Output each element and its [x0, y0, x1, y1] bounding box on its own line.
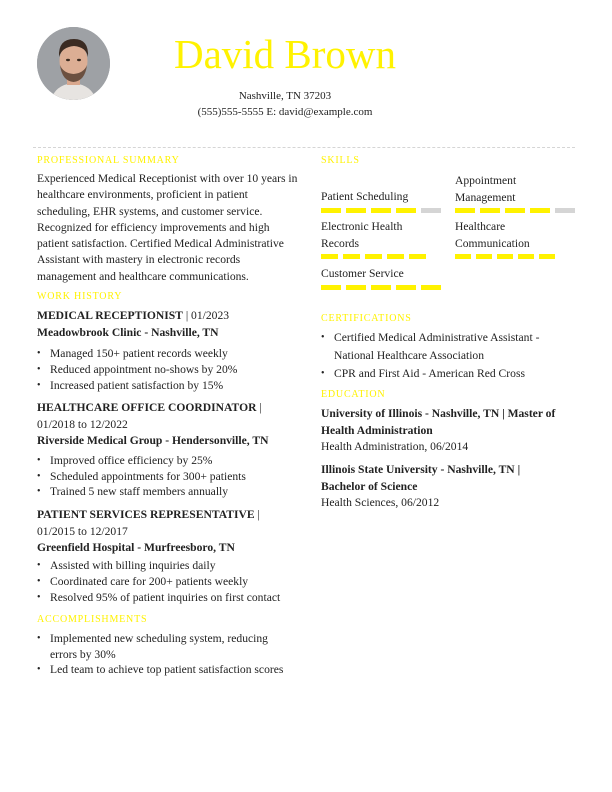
- skill-item: [455, 219, 555, 259]
- job-date: 01/2023: [191, 309, 230, 323]
- list-item: • Managed 150+ patient records weekly: [37, 346, 299, 362]
- job-title: MEDICAL RECEPTIONIST | 01/2023: [37, 309, 230, 323]
- education-school: University of Illinois - Nashville, TN | Master of Health Administration: [321, 407, 556, 437]
- left-column: [37, 154, 299, 678]
- contact-phone-email: (555)555-5555 E: david@example.com: [197, 106, 373, 118]
- job-entry: [37, 507, 299, 606]
- skill-label: Patient Scheduling: [321, 190, 409, 203]
- skill-item: [321, 189, 441, 213]
- skill-label: Healthcare Communication: [455, 220, 530, 250]
- skill-rating: [455, 208, 575, 213]
- candidate-name: David Brown: [173, 31, 397, 77]
- education-detail: Health Sciences, 06/2012: [321, 496, 440, 510]
- education-school: Illinois State University - Nashville, TN | Bachelor of Science: [321, 463, 521, 493]
- accomplishments-list: [37, 631, 292, 678]
- accomplishments-heading: ACCOMPLISHMENTS: [37, 613, 148, 625]
- right-column: [321, 154, 581, 512]
- education-entry: [321, 406, 576, 455]
- skill-label: Appointment Management: [455, 174, 517, 204]
- contact-address: Nashville, TN 37203: [238, 90, 332, 102]
- job-entry: [37, 308, 299, 393]
- skill-item: [321, 266, 446, 290]
- skills-heading: SKILLS: [321, 155, 360, 166]
- skill-rating: [321, 208, 441, 213]
- list-item: • CPR and First Aid - American Red Cross: [321, 365, 566, 383]
- list-item: • Increased patient satisfaction by 15%: [37, 378, 299, 394]
- list-item: • Trained 5 new staff members annually: [37, 484, 299, 500]
- education-detail: Health Administration, 06/2014: [321, 440, 469, 453]
- job-title: HEALTHCARE OFFICE COORDINATOR |: [37, 401, 262, 415]
- job-employer: Riverside Medical Group - Hendersonville, TN: [37, 434, 269, 448]
- list-item: • Certified Medical Administrative Assistant - National Healthcare Association: [321, 329, 566, 365]
- skill-rating: [321, 254, 426, 259]
- skill-rating: [455, 254, 555, 259]
- job-date: 01/2018 to 12/2022: [37, 417, 128, 431]
- job-entry: [37, 400, 299, 500]
- summary-heading: PROFESSIONAL SUMMARY: [37, 155, 180, 166]
- certifications-heading: CERTIFICATIONS: [321, 313, 412, 324]
- job-employer: Meadowbrook Clinic - Nashville, TN: [37, 325, 219, 339]
- person-photo-icon: [37, 27, 110, 100]
- list-item: • Improved office efficiency by 25%: [37, 453, 299, 469]
- list-item: • Coordinated care for 200+ patients weekly: [37, 574, 299, 590]
- skills-grid: [321, 172, 581, 298]
- summary-text: Experienced Medical Receptionist with over 10 years in healthcare environments, proficient in patient scheduling, EHR systems, and customer service. Recognized for efficiency improvements and high patient satisfaction. Certified Medical Administrative Assistant with mastery in electronic records management and healthcare communications.: [37, 172, 298, 283]
- skill-label: Electronic Health Records: [321, 220, 403, 250]
- list-item: • Reduced appointment no-shows by 20%: [37, 362, 299, 378]
- skill-rating: [321, 285, 446, 290]
- certifications-list: [321, 329, 566, 383]
- list-item: • Resolved 95% of patient inquiries on first contact: [37, 590, 299, 606]
- job-bullets: [37, 558, 299, 605]
- list-item: • Scheduled appointments for 300+ patients: [37, 469, 299, 485]
- education-entry: [321, 462, 546, 511]
- skill-label: Customer Service: [321, 267, 404, 280]
- job-bullets: [37, 453, 299, 500]
- skill-item: [321, 219, 426, 259]
- work-history-heading: WORK HISTORY: [37, 291, 123, 303]
- list-item: • Led team to achieve top patient satisfaction scores: [37, 662, 292, 678]
- job-title: PATIENT SERVICES REPRESENTATIVE |: [37, 508, 260, 522]
- profile-photo: [37, 27, 110, 100]
- job-employer: Greenfield Hospital - Murfreesboro, TN: [37, 540, 235, 554]
- education-heading: EDUCATION: [321, 389, 386, 400]
- job-date: 01/2015 to 12/2017: [37, 524, 128, 538]
- list-item: • Implemented new scheduling system, reducing errors by 30%: [37, 631, 292, 663]
- list-item: • Assisted with billing inquiries daily: [37, 558, 299, 574]
- skill-item: [455, 173, 575, 213]
- header-divider: [33, 147, 575, 148]
- job-bullets: [37, 346, 299, 393]
